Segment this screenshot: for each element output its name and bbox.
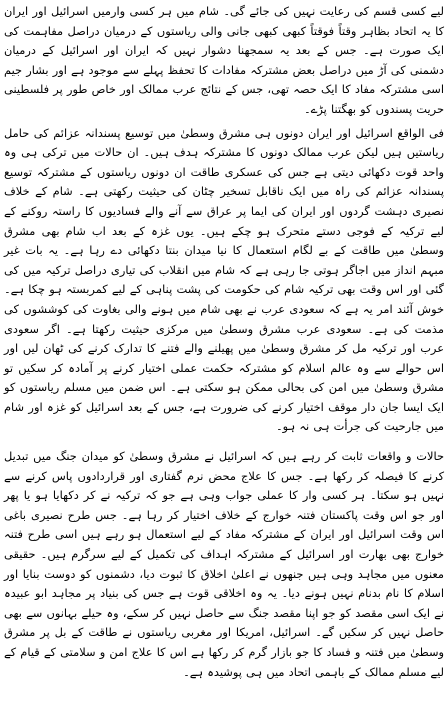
article-paragraph-1: لیے کسی قسم کی رعایت نہیں کی جائے گی۔ شام میں ہر کسی وارمیں اسرائیل اور ایران کا یہ اتحاد بظاہر وقتاً فوقتاً کبھی کبھی جانی والی ریاستوں کے درمیان دراصل مفاہمت کی ایک صورت ہے۔ جس کے بعد یہ سمجھنا دشوار نہیں کہ ایران اور اسرائیل کے درمیان دشمنی کی آڑ میں دراصل بعض مشترکہ مفادات کا تحفظ پہلے سے موجود ہے اور بشار جیم اسی مشترکہ مفاد کا ایک حصہ تھی، جس کے نتائج عرب ممالک اور خاص طور پر فلسطینی حریت پسندوں کو بھگتنا پڑے۔ [4,4,444,116]
article-paragraph-3: حالات و واقعات ثابت کر رہے ہیں کہ اسرائیل نے مشرق وسطیٰ کو میدان جنگ میں تبدیل کرنے کا فیصلہ کر رکھا ہے۔ جس کا علاج محض نرم گفتاری اور قراردادوں پاس کرنے سے نہیں ہو سکتا۔ ہر کسی وار کا عملی جواب وہی ہے جو کہ ترکیہ نے کر دکھایا ہو یا پھر اور جو اس وقت پاکستان فتنہ خوارج کے خلاف اختیار کر رہا ہے۔ جس طرح نصیری باغی اس وقت اسرائیل اور ایران کے مشترکہ مفاد کے لیے استعمال ہو رہے ہیں اسی طرح فتنہ خوارج بھی بھارت اور اسرائیل کے مشترکہ اہداف کی تکمیل کے لیے سرگرم ہیں۔ حقیقی معنوں میں مجاہد وہی ہیں جنھوں نے اعلیٰ اخلاق کا ثبوت دیا، دشمنوں کو دوست بنایا اور اسلام کا نام بدنام نہیں ہونے دیا۔ یہ وہ اخلاقی قوت ہے جس کی بنیاد پر مجاہد ابو عبیدہ نے ایک اسی مقصد کو جو اپنا مقصد جنگ سے حاصل نہیں کر سکے، وہ حیلے بہانوں سے بھی حاصل نہیں کر سکیں گے۔ اسرائیل، امریکا اور مغربی ریاستوں نے طاقت کے بل پر مشرق وسطیٰ میں فتنہ و فساد کا جو بازار گرم کر رکھا ہے اس کا علاج امن و سلامتی کے قیام کے لیے مسلم ممالک کے باہمی اتحاد میں ہی پوشیدہ ہے۔ [4,449,444,679]
article-paragraph-2: فی الواقع اسرائیل اور ایران دونوں ہی مشرق وسطیٰ میں توسیع پسندانہ عزائم کی حامل ریاستیں ہیں لیکن عرب ممالک دونوں کا مشترکہ ہدف ہیں۔ ان حالات میں ترکی ہی وہ واحد قوت دکھائی دیتی ہے جس کی عسکری طاقت ان دونوں ریاستوں کے مشترکہ توسیع پسندانہ عزائم کی راہ میں ایک ناقابل تسخیر چٹان کی حیثیت رکھتی ہے۔ شام کے خلاف نصیری دہشت گردوں اور ایران کی ایما پر عراق سے آنے والے فسادیوں کا راستہ روکنے کے لیے ترکیہ کے فوجی دستے متحرک ہو چکے ہیں۔ یوں غزہ کے بعد اب شام بھی مشرق وسطیٰ میں طاقت کے بے لگام استعمال کا نیا میدان بنتا دکھائی دے رہا ہے۔ یہ بات غیر مبہم انداز میں اجاگر ہوتی جا رہی ہے کہ شام میں انقلاب کی تیاری دراصل ترکیہ میں کی گئی اور اس وقت بھی ترکیہ شام کی حکومت کی پشت پناہی کے لیے کمربستہ ہو چکا ہے۔ خوش آئند امر یہ ہے کہ سعودی عرب نے بھی شام میں ہونے والی بغاوت کی کوششوں کی مذمت کی ہے۔ سعودی عرب مشرق وسطیٰ میں مرکزی حیثیت رکھتا ہے۔ اگر سعودی عرب اور ترکیہ مل کر مشرق وسطیٰ میں پھیلنے والے فتنے کا تدارک کرنے کی ٹھان لیں اور اس حوالے سے وہ عالم اسلام کو مشترکہ حکمت عملی اختیار کرنے پر آمادہ کر سکیں تو مشرق وسطیٰ میں امن کی بحالی ممکن ہو سکتی ہے۔ اس ضمن میں مسلم ریاستوں کو ایک ایسا جان دار موقف اختیار کرنے کی ضرورت ہے، جس کے بعد اسرائیل کو غزہ اور شام میں جارحیت کی جرأت ہی نہ ہو۔ [4,125,444,434]
